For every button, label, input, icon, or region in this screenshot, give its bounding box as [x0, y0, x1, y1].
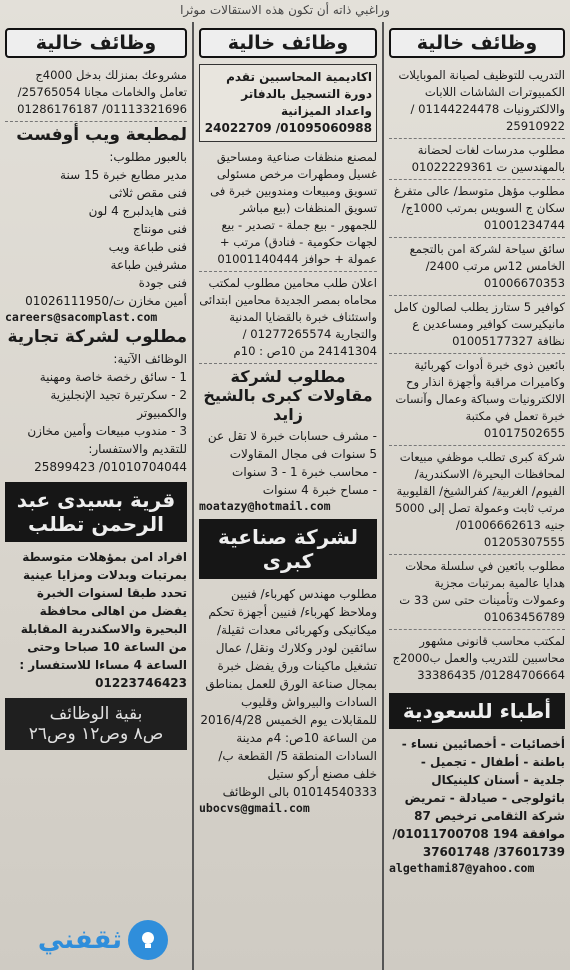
rest-heading: بقية الوظائف: [49, 704, 143, 724]
ad-item: مشروعك بمنزلك بدخل 4000ج تعامل والخامات مجانا 25765054/ 01113321696/ 01286176187: [5, 64, 187, 122]
print-line: فنى مونتاج: [132, 222, 187, 236]
saudi-doctors-heading: أطباء للسعودية: [389, 693, 565, 729]
column-left: [0, 22, 192, 970]
jobs-heading-middle: وظائف خالية: [199, 28, 377, 58]
column-middle: [192, 22, 382, 970]
ad-item: مطلوب بائعين في سلسلة محلات هدايا عالمية بمرتبات مجزية وعمولات وتأمينات حتى سن 33 ت 01063456789: [389, 555, 565, 630]
contractor-line: - مشرف حسابات خبرة لا تقل عن 5 سنوات فى مجال المقاولات: [207, 429, 377, 461]
logo-text: ثقفني: [37, 925, 122, 955]
accountants-academy-box: اكاديمية المحاسبين تقدم دورة التسجيل بالدفاتر واعداد الميزانية 01095060988/ 24022709: [199, 64, 377, 142]
contractor-email[interactable]: moatazy@hotmail.com: [199, 499, 331, 513]
village-heading: قرية بسيدى عبد الرحمن تطلب: [5, 482, 187, 542]
rest-text: ص٨ وص١٢ وص٢٦: [28, 724, 164, 744]
ad-item: التدريب للتوظيف لصيانة الموبايلات الكمبيوترات الشاشات اللابات والالكترونيات 01144224478 / 25910922: [389, 64, 565, 139]
industrial-text: مطلوب مهندس كهرباء/ فنيين وملاحظ كهرباء/ فنيين أجهزة تحكم ميكانيكى وكهربائى معدات ثقيلة/ سائقين لودر وكلارك ونقل/ عمال تشغيل ماكينات ورق يفضل خبرة بمجال صناعة الورق للعمل بمناطق السادات والبيرواش وقليوب للمقابلات يوم الخميس 2016/4/28 من الساعة 10ص: 4م مدينة السادات المنطقة 5/ القطعة ب/ خلف مصنع أركو ستيل 01014540333 بالى الوظائف: [200, 587, 377, 799]
ad-item: شركة كبرى تطلب موظفي مبيعات لمحافظات البحيرة/ الاسكندرية/ الفيوم/ الغربية/ كفرالشيخ/ القليوبية مرتب ثابت وعمولة تصل إلى 5000 جنيه 01006662613/ 01205307555: [389, 446, 565, 555]
contractor-line: - مساح خبرة 4 سنوات: [262, 483, 377, 497]
trade-heading: مطلوب لشركة تجارية: [7, 327, 187, 347]
rest-of-jobs-box: [5, 698, 187, 750]
print-line: مدير مطابع خبرة 15 سنة: [60, 168, 187, 182]
trade-line: 1 - سائق رخصة خاصة ومهنية: [39, 370, 187, 384]
print-line: فنى هايدلبرج 4 لون: [88, 204, 187, 218]
ad-item: سائق سياحة لشركة امن بالتجمع الخامس 12س مرتب 2400/ 01006670353: [389, 238, 565, 296]
contractor-line: - محاسب خبرة 1 - 3 سنوات: [232, 465, 377, 479]
ad-item: اعلان طلب محامين مطلوب لمكتب محاماه بمصر الجديدة محامين ابتدائى واستئناف خبرة بالقضايا المدنية والتجارية 01277265574 / 24141304 من 10ص : 10م: [199, 272, 377, 364]
print-line: أمين مخازن ت/01026111950: [25, 294, 187, 308]
print-line: فنى جودة: [138, 276, 187, 290]
print-line: فنى طباعة ويب: [108, 240, 187, 254]
print-email[interactable]: careers@sacomplast.com: [5, 310, 158, 324]
saudi-doctors-text: أخصائيات - أخصائيين نساء - باطنة - أطفال - تجميل - جلدية - أسنان كلينيكال باثولوجى - صيادلة - تمريض شركة الثقامى ترخيص 87 موافقة 194 01011700708/ 37601739/ 37601748: [392, 737, 565, 859]
ad-item: لمكتب محاسب قانونى مشهور محاسبين للتدريب والعمل ب2000ج 01284706664/ 33386435: [392, 634, 565, 682]
column-right: [382, 22, 570, 970]
trade-line: 3 - مندوب مبيعات وأمين مخازن للتقديم والاستفسار: 01010704044/ 25899423: [27, 424, 187, 474]
industrial-email[interactable]: ubocvs@gmail.com: [199, 801, 310, 815]
trade-line: 2 - سكرتيرة تجيد الإنجليزية والكمبيوتر: [50, 388, 187, 420]
site-logo: [8, 916, 168, 964]
ad-item: كوافير 5 ستارز يطلب لصالون كامل مانيكيرست كوافير ومساعدين ع نظافة 01005177327: [389, 296, 565, 354]
industrial-heading: لشركة صناعية كبرى: [199, 519, 377, 579]
village-text: افراد امن بمؤهلات متوسطة بمرتبات وبدلات ومزايا عينية تحدد طبقا لسنوات الخبرة يفضل من اهالى محافظة البحيرة والاسكندرية المقابلة من الساعة 10 صباحا وحتى الساعة 4 مساءا للاستفسار : 01223746423: [19, 550, 187, 690]
ad-item: بائعين ذوى خبرة أدوات كهربائية وكاميرات مراقبة وأجهزة انذار وح الالكترونيات وسباكة وعمال وآنسات خبرة تعمل في مكتبة 01017502655: [389, 354, 565, 446]
trade-line: الوظائف الآتية:: [113, 352, 187, 366]
print-line: بالعبور مطلوب:: [109, 150, 187, 164]
ad-item: مطلوب مدرسات لغات لحضانة بالمهندسين ت 01022229361: [389, 139, 565, 180]
ads-list-right: [389, 64, 565, 687]
ad-item: مطلوب مؤهل متوسط/ عالى متفرغ سكان ج السويس بمرتب 1000ج/ 01001234744: [389, 180, 565, 238]
saudi-email[interactable]: algethami87@yahoo.com: [389, 861, 535, 875]
print-line: مشرفين طباعة: [110, 258, 187, 272]
lightbulb-icon: [128, 920, 168, 960]
print-line: فنى مقص ثلاثى: [108, 186, 187, 200]
contractor-heading: مطلوب لشركة مقاولات كبرى بالشيخ زايد: [203, 367, 373, 424]
jobs-heading-right: وظائف خالية: [389, 28, 565, 58]
jobs-heading-left: وظائف خالية: [5, 28, 187, 58]
ad-item: لمصنع منظفات صناعية ومساحيق غسيل ومطهرات مرخص مسئولى تسويق ومبيعات ومندوبين خبرة فى تسويق المنظفات (بيع مباشر للجمهور - بيع جملة - تصدير - بيع لجهات حكومية - فنادق) مرتب + عمولة + حوافز 01001140444: [199, 146, 377, 272]
print-heading: لمطبعة ويب أوفست: [16, 125, 187, 145]
top-text: وراغبي ذاته أن تكون هذه الاستقالات موثرا: [180, 3, 390, 17]
